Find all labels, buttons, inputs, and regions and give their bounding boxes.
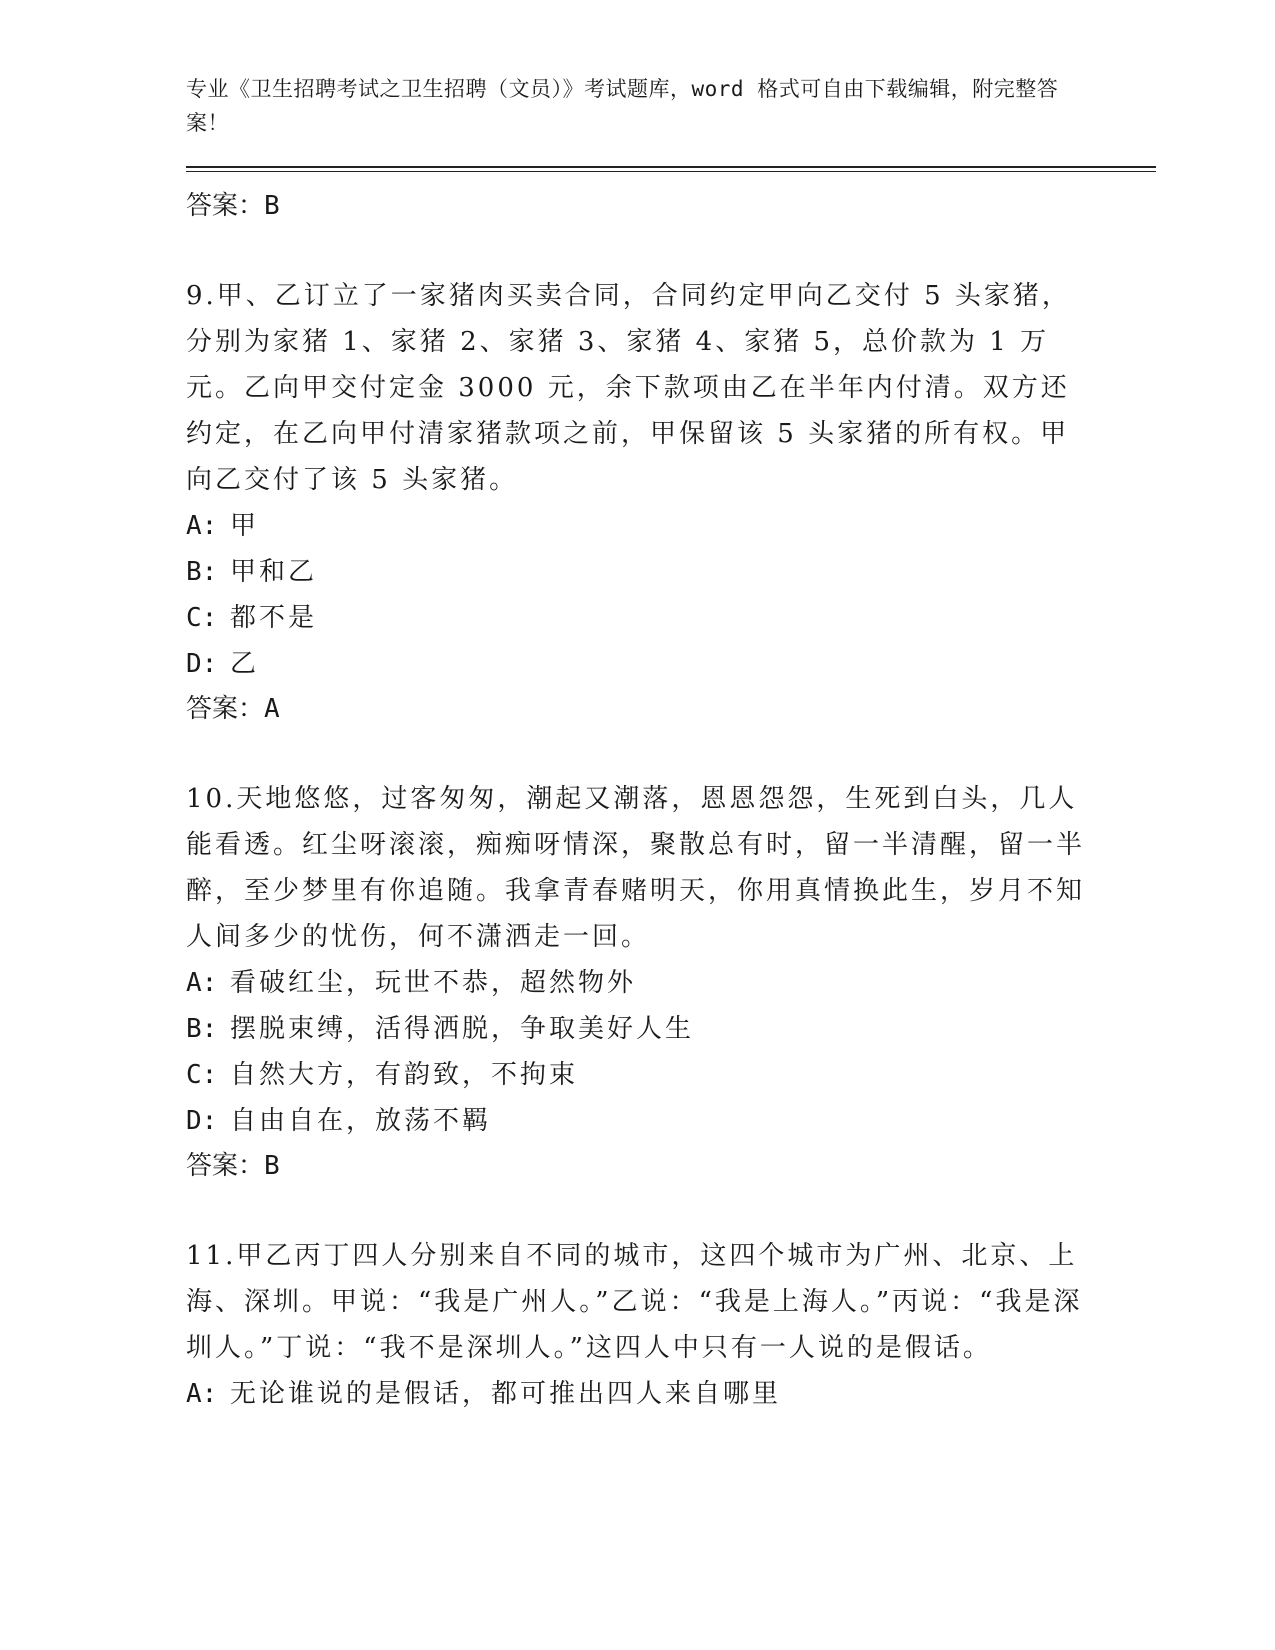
option-b: [186, 549, 1156, 595]
option-letter: A:: [186, 968, 218, 998]
question-block: [186, 1233, 1156, 1417]
option-letter: C:: [186, 1060, 218, 1090]
option-c: [186, 1052, 1156, 1098]
option-a: [186, 503, 1156, 549]
option-letter: B:: [186, 1014, 218, 1044]
option-text: 甲和乙: [230, 557, 318, 587]
question-block: [186, 776, 1156, 1188]
option-b: [186, 1006, 1156, 1052]
option-a: [186, 1371, 1156, 1417]
option-a: [186, 960, 1156, 1006]
option-text: 乙: [230, 649, 260, 679]
option-text: 自由自在，放荡不羁: [230, 1106, 492, 1136]
option-text: 甲: [230, 511, 260, 541]
option-letter: B:: [186, 557, 218, 587]
option-letter: C:: [186, 603, 218, 633]
option-letter: A:: [186, 1379, 218, 1409]
option-d: [186, 641, 1156, 687]
option-text: 无论谁说的是假话，都可推出四人来自哪里: [230, 1379, 782, 1409]
answer-line: 答案：B: [186, 1151, 280, 1181]
option-text: 自然大方，有韵致，不拘束: [230, 1060, 579, 1090]
option-text: 都不是: [230, 603, 318, 633]
option-text: 摆脱束缚，活得洒脱，争取美好人生: [230, 1014, 695, 1044]
option-c: [186, 595, 1156, 641]
header-divider: [186, 166, 1156, 172]
question-text: 10.天地悠悠，过客匆匆，潮起又潮落，恩恩怨怨，生死到白头，几人能看透。红尘呀滚滚，痴痴呀情深，聚散总有时，留一半清醒，留一半醉，至少梦里有你追随。我拿青春赌明天，你用真情换此生，岁月不知人间多少的忧伤，何不潇洒走一回。: [186, 784, 1086, 952]
answer-line: 答案：A: [186, 694, 280, 724]
question-text: 9.甲、乙订立了一家猪肉买卖合同，合同约定甲向乙交付 5 头家猪，分别为家猪 1、家猪 2、家猪 3、家猪 4、家猪 5，总价款为 1 万元。乙向甲交付定金 3000 元，余下款项由乙在半年内付清。双方还约定，在乙向甲付清家猪款项之前，甲保留该 5 头家猪的所有权。甲向乙交付了该 5 头家猪。: [186, 281, 1071, 495]
question-block: [186, 273, 1156, 731]
option-text: 看破红尘，玩世不恭，超然物外: [230, 968, 637, 998]
option-d: [186, 1098, 1156, 1144]
answer-line: 答案：B: [186, 191, 280, 221]
page-header: 专业《卫生招聘考试之卫生招聘（文员）》考试题库，word 格式可自由下载编辑，附完整答案！: [186, 77, 1059, 135]
question-text: 11.甲乙丙丁四人分别来自不同的城市，这四个城市为广州、北京、上海、深圳。甲说：“我是广州人。”乙说：“我是上海人。”丙说：“我是深圳人。”丁说：“我不是深圳人。”这四人中只有一人说的是假话。: [186, 1241, 1083, 1363]
option-letter: D:: [186, 1106, 218, 1136]
option-letter: D:: [186, 649, 218, 679]
document-page: [186, 0, 1156, 1417]
option-letter: A:: [186, 511, 218, 541]
